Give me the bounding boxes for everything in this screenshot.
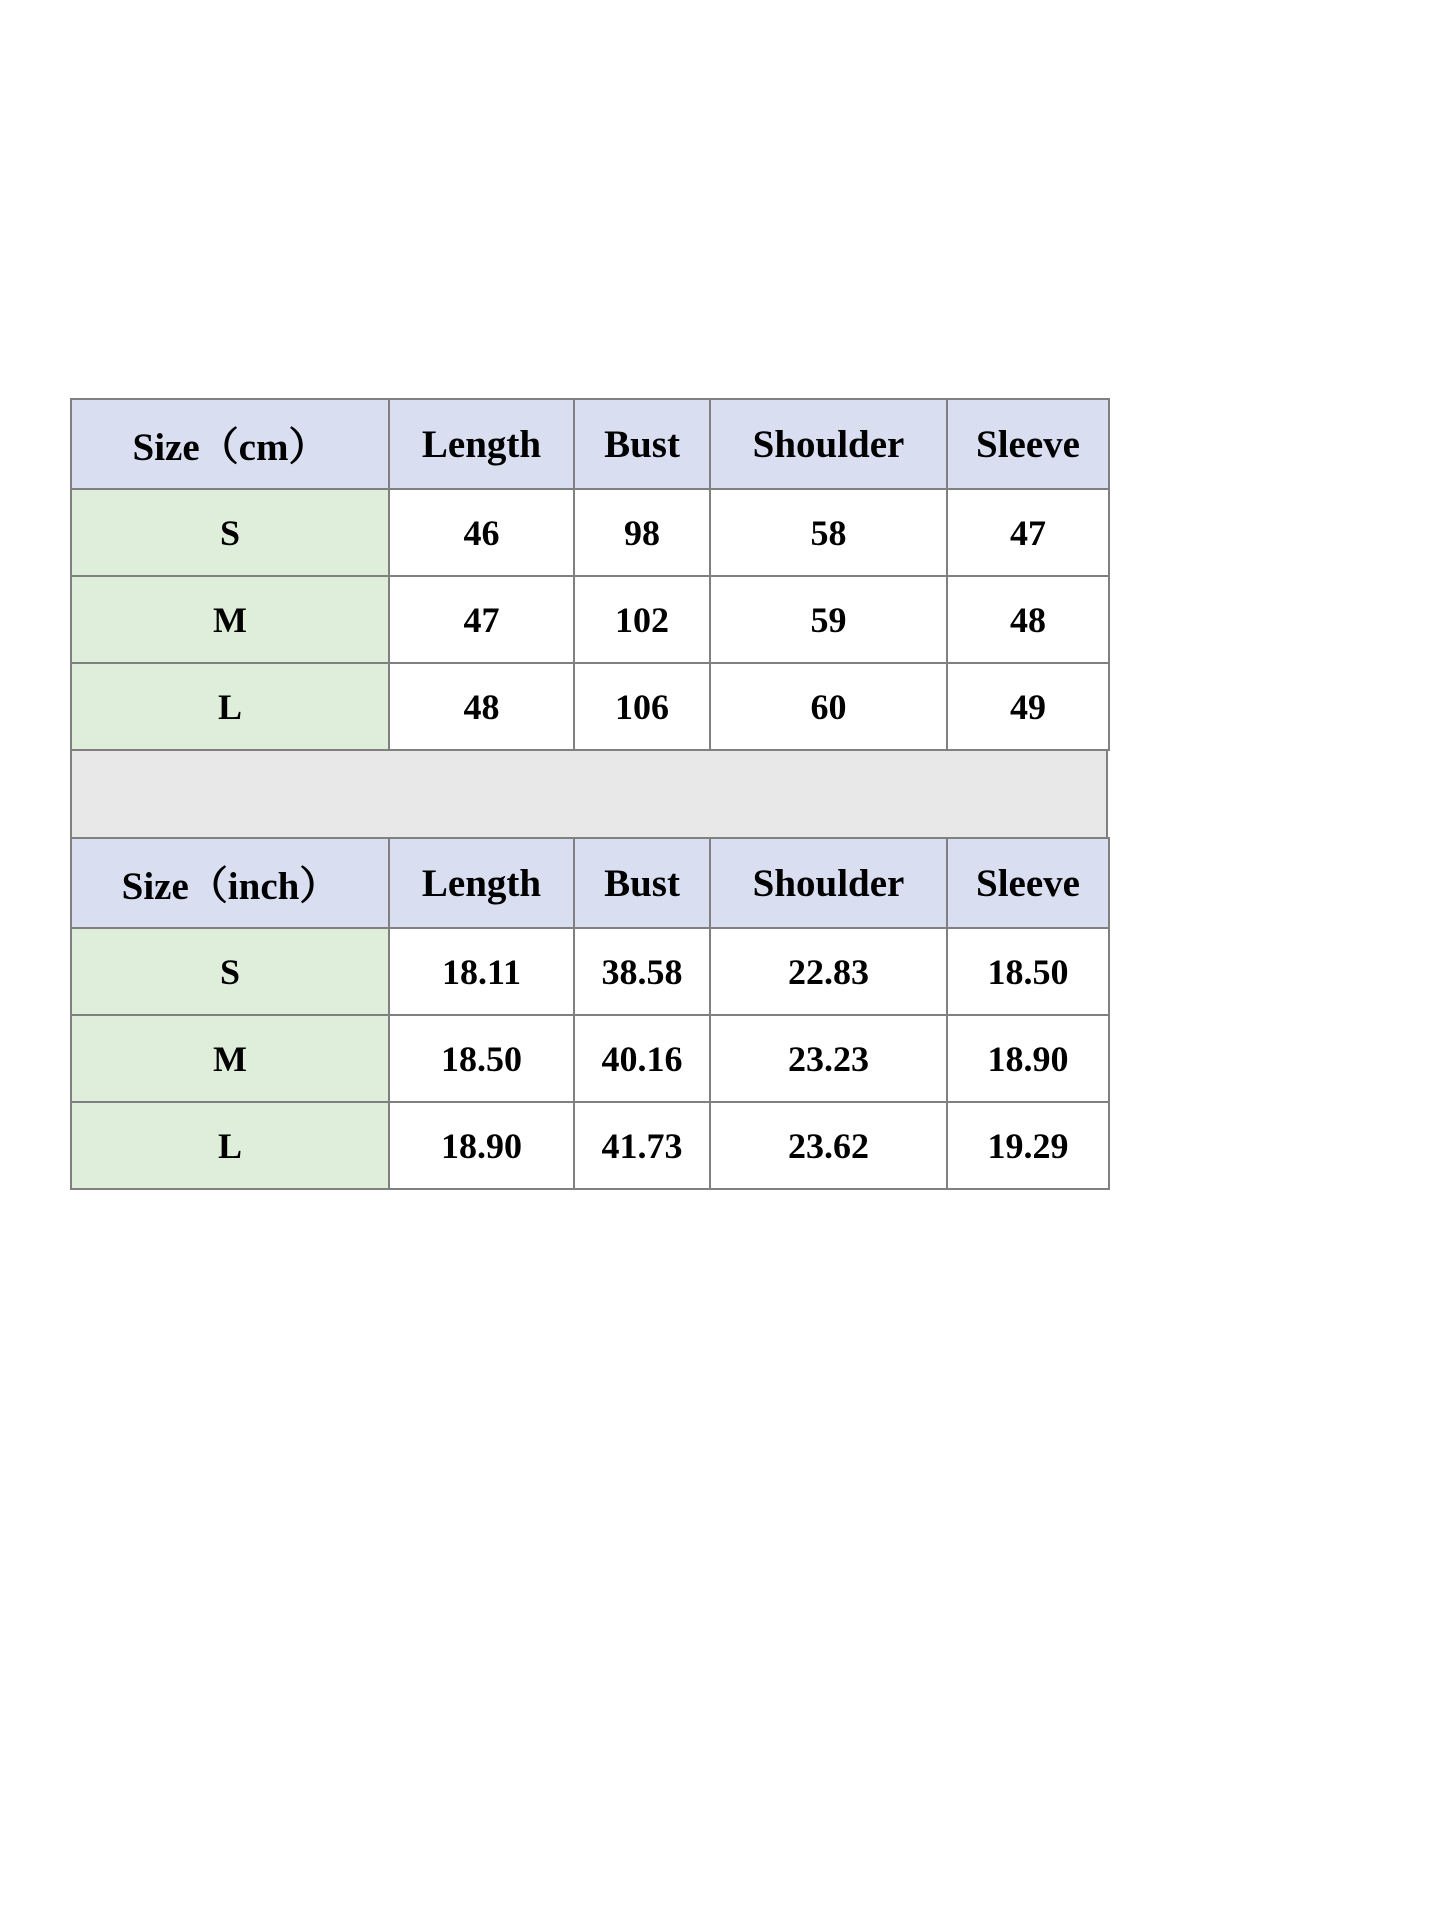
cell-sleeve: 48 <box>947 576 1109 663</box>
cell-sleeve: 18.50 <box>947 928 1109 1015</box>
cell-sleeve: 47 <box>947 489 1109 576</box>
cell-length: 46 <box>389 489 574 576</box>
cell-bust: 106 <box>574 663 710 750</box>
cell-sleeve: 49 <box>947 663 1109 750</box>
table-header-row <box>71 838 1109 928</box>
table-row <box>71 1015 1109 1102</box>
cell-bust: 98 <box>574 489 710 576</box>
size-chart <box>70 398 1108 1190</box>
cell-length: 47 <box>389 576 574 663</box>
cell-length: 18.11 <box>389 928 574 1015</box>
cell-shoulder: 60 <box>710 663 947 750</box>
column-header-length: Length <box>389 399 574 489</box>
cell-bust: 38.58 <box>574 928 710 1015</box>
cell-shoulder: 23.23 <box>710 1015 947 1102</box>
column-header-shoulder: Shoulder <box>710 838 947 928</box>
column-header-sleeve: Sleeve <box>947 838 1109 928</box>
cell-size: L <box>71 663 389 750</box>
cell-sleeve: 19.29 <box>947 1102 1109 1189</box>
cell-length: 18.50 <box>389 1015 574 1102</box>
cell-bust: 102 <box>574 576 710 663</box>
column-header-bust: Bust <box>574 838 710 928</box>
table-separator <box>70 751 1108 837</box>
cell-size: S <box>71 489 389 576</box>
cell-size: L <box>71 1102 389 1189</box>
column-header-size: Size（inch） <box>71 838 389 928</box>
size-table-cm <box>70 398 1110 751</box>
cell-bust: 41.73 <box>574 1102 710 1189</box>
table-row <box>71 489 1109 576</box>
table-row <box>71 576 1109 663</box>
column-header-bust: Bust <box>574 399 710 489</box>
cell-bust: 40.16 <box>574 1015 710 1102</box>
cell-shoulder: 23.62 <box>710 1102 947 1189</box>
table-row <box>71 663 1109 750</box>
cell-size: M <box>71 1015 389 1102</box>
cell-length: 18.90 <box>389 1102 574 1189</box>
cell-size: M <box>71 576 389 663</box>
column-header-size: Size（cm） <box>71 399 389 489</box>
table-row <box>71 1102 1109 1189</box>
cell-length: 48 <box>389 663 574 750</box>
column-header-sleeve: Sleeve <box>947 399 1109 489</box>
cell-shoulder: 58 <box>710 489 947 576</box>
size-table-inch <box>70 837 1110 1190</box>
cell-shoulder: 59 <box>710 576 947 663</box>
cell-shoulder: 22.83 <box>710 928 947 1015</box>
column-header-length: Length <box>389 838 574 928</box>
cell-size: S <box>71 928 389 1015</box>
table-row <box>71 928 1109 1015</box>
cell-sleeve: 18.90 <box>947 1015 1109 1102</box>
column-header-shoulder: Shoulder <box>710 399 947 489</box>
table-header-row <box>71 399 1109 489</box>
